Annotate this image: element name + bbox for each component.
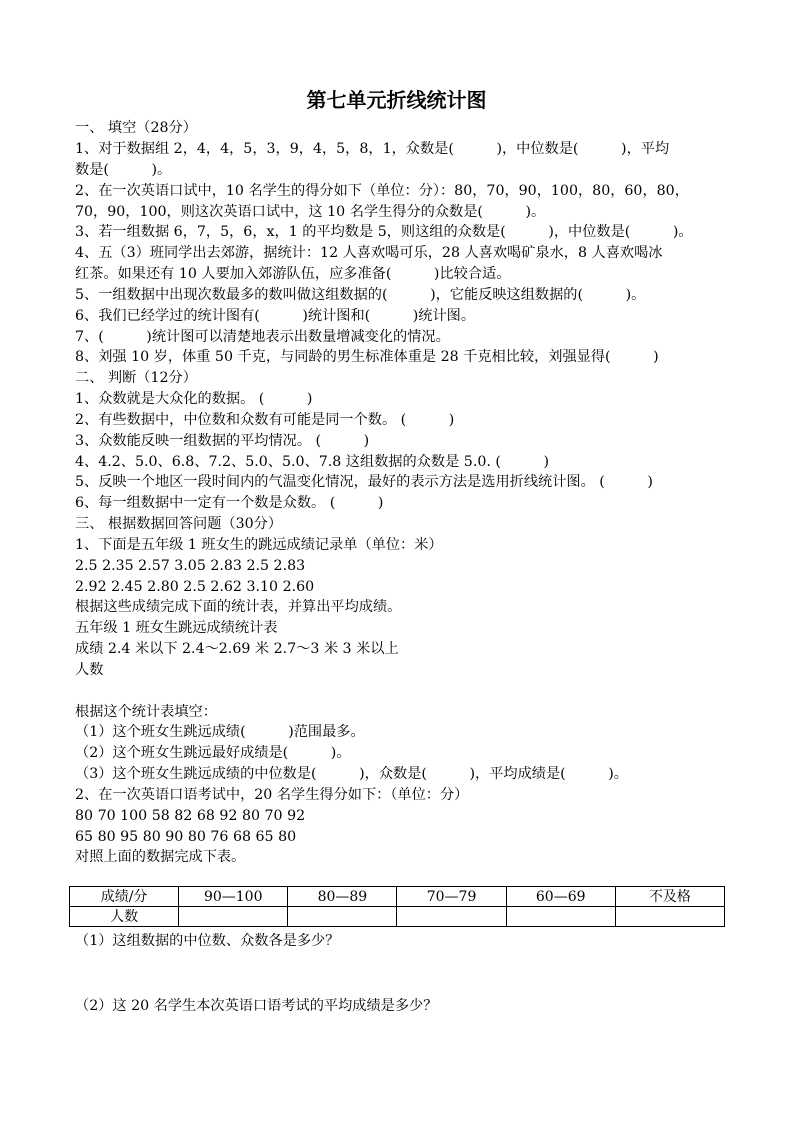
- question-line: 根据这些成绩完成下面的统计表，并算出平均成绩。: [75, 599, 402, 615]
- question-line: （1）这个班女生跳远成绩( )范围最多。: [75, 724, 365, 740]
- question-line: 2、在一次英语口试中，10 名学生的得分如下（单位：分）：80，70，90，100，80，60，80，: [75, 183, 689, 199]
- question-line: 4、4.2、5.0、6.8、7.2、5.0、5.0、7.8 这组数据的众数是 5.0. ( ): [75, 454, 550, 470]
- data-line: 2.92 2.45 2.80 2.5 2.62 3.10 2.60: [75, 579, 315, 595]
- table-answer-cell[interactable]: [615, 907, 724, 927]
- table-header-cell: 70—79: [397, 887, 506, 907]
- question-line: 5、反映一个地区一段时间内的气温变化情况，最好的表示方法是选用折线统计图。 ( ): [75, 474, 653, 490]
- question-line: 70，90，100，则这次英语口试中，这 10 名学生得分的众数是( )。: [75, 204, 546, 220]
- question-line: 红茶。如果还有 10 人要加入郊游队伍，应多准备( )比较合适。: [75, 266, 511, 282]
- table-caption: 五年级 1 班女生跳远成绩统计表: [75, 620, 278, 636]
- data-line: 2.5 2.35 2.57 3.05 2.83 2.5 2.83: [75, 558, 306, 574]
- question-line: 对照上面的数据完成下表。: [75, 849, 246, 865]
- question-line: 数是( )。: [75, 162, 172, 178]
- question-line: 3、若一组数据 6，7，5，6，x，1 的平均数是 5，则这组的众数是( )，中位数是( )。: [75, 224, 693, 240]
- section-heading-data-questions: 三、 根据数据回答问题（30分）: [75, 516, 283, 532]
- question-line: 1、对于数据组 2，4，4，5，3，9，4，5，8，1，众数是( )，中位数是( )，平均: [75, 141, 670, 157]
- question-line: （2）这 20 名学生本次英语口语考试的平均成绩是多少？: [75, 998, 438, 1014]
- table-header-cell: 90—100: [179, 887, 288, 907]
- page-title: 第七单元折线统计图: [306, 88, 487, 112]
- question-line: 8、刘强 10 岁，体重 50 千克，与同龄的男生标准体重是 28 千克相比较，刘强显得( ): [75, 349, 659, 365]
- question-line: 2、有些数据中，中位数和众数有可能是同一个数。 ( ): [75, 412, 455, 428]
- table-answer-cell[interactable]: [397, 907, 506, 927]
- table-row-label: 人数: [75, 662, 104, 678]
- table-header-cell: 不及格: [615, 887, 724, 907]
- table-header-cell: 60—69: [506, 887, 615, 907]
- table-header-cell: 成绩/分: [70, 887, 179, 907]
- question-line: 4、五（3）班同学出去郊游，据统计：12 人喜欢喝可乐，28 人喜欢喝矿泉水，8 人喜欢喝冰: [75, 245, 663, 261]
- table-answer-cell[interactable]: [506, 907, 615, 927]
- question-line: （3）这个班女生跳远成绩的中位数是( )，众数是( )，平均成绩是( )。: [75, 766, 628, 782]
- question-line: 1、下面是五年级 1 班女生的跳远成绩记录单（单位：米）: [75, 537, 443, 553]
- section-heading-true-false: 二、 判断（12分）: [75, 370, 197, 386]
- table-answer-cell[interactable]: [179, 907, 288, 927]
- fill-heading: 根据这个统计表填空：: [75, 704, 217, 720]
- data-line: 80 70 100 58 82 68 92 80 70 92: [75, 808, 306, 824]
- table-answer-cell[interactable]: [288, 907, 397, 927]
- table-row: [70, 907, 725, 927]
- score-table: [69, 886, 725, 927]
- question-line: （2）这个班女生跳远最好成绩是( )。: [75, 745, 351, 761]
- question-line: 5、一组数据中出现次数最多的数叫做这组数据的( )，它能反映这组数据的( )。: [75, 287, 646, 303]
- table-header-line: 成绩 2.4 米以下 2.4～2.69 米 2.7～3 米 3 米以上: [75, 641, 399, 657]
- table-row-label-cell: 人数: [70, 907, 179, 927]
- table-header-row: [70, 887, 725, 907]
- table-header-cell: 80—89: [288, 887, 397, 907]
- question-line: 7、( )统计图可以清楚地表示出数量增减变化的情况。: [75, 329, 450, 345]
- question-line: 6、每一组数据中一定有一个数是众数。 ( ): [75, 495, 384, 511]
- question-line: 6、我们已经学过的统计图有( )统计图和( )统计图。: [75, 308, 476, 324]
- question-line: 3、众数能反映一组数据的平均情况。 ( ): [75, 433, 370, 449]
- question-line: （1）这组数据的中位数、众数各是多少？: [75, 933, 340, 949]
- question-line: 2、在一次英语口语考试中，20 名学生得分如下：（单位：分）: [75, 787, 469, 803]
- section-heading-fill-blank: 一、 填空（28分）: [75, 120, 197, 136]
- data-line: 65 80 95 80 90 80 76 68 65 80: [75, 829, 297, 845]
- question-line: 1、众数就是大众化的数据。 ( ): [75, 391, 313, 407]
